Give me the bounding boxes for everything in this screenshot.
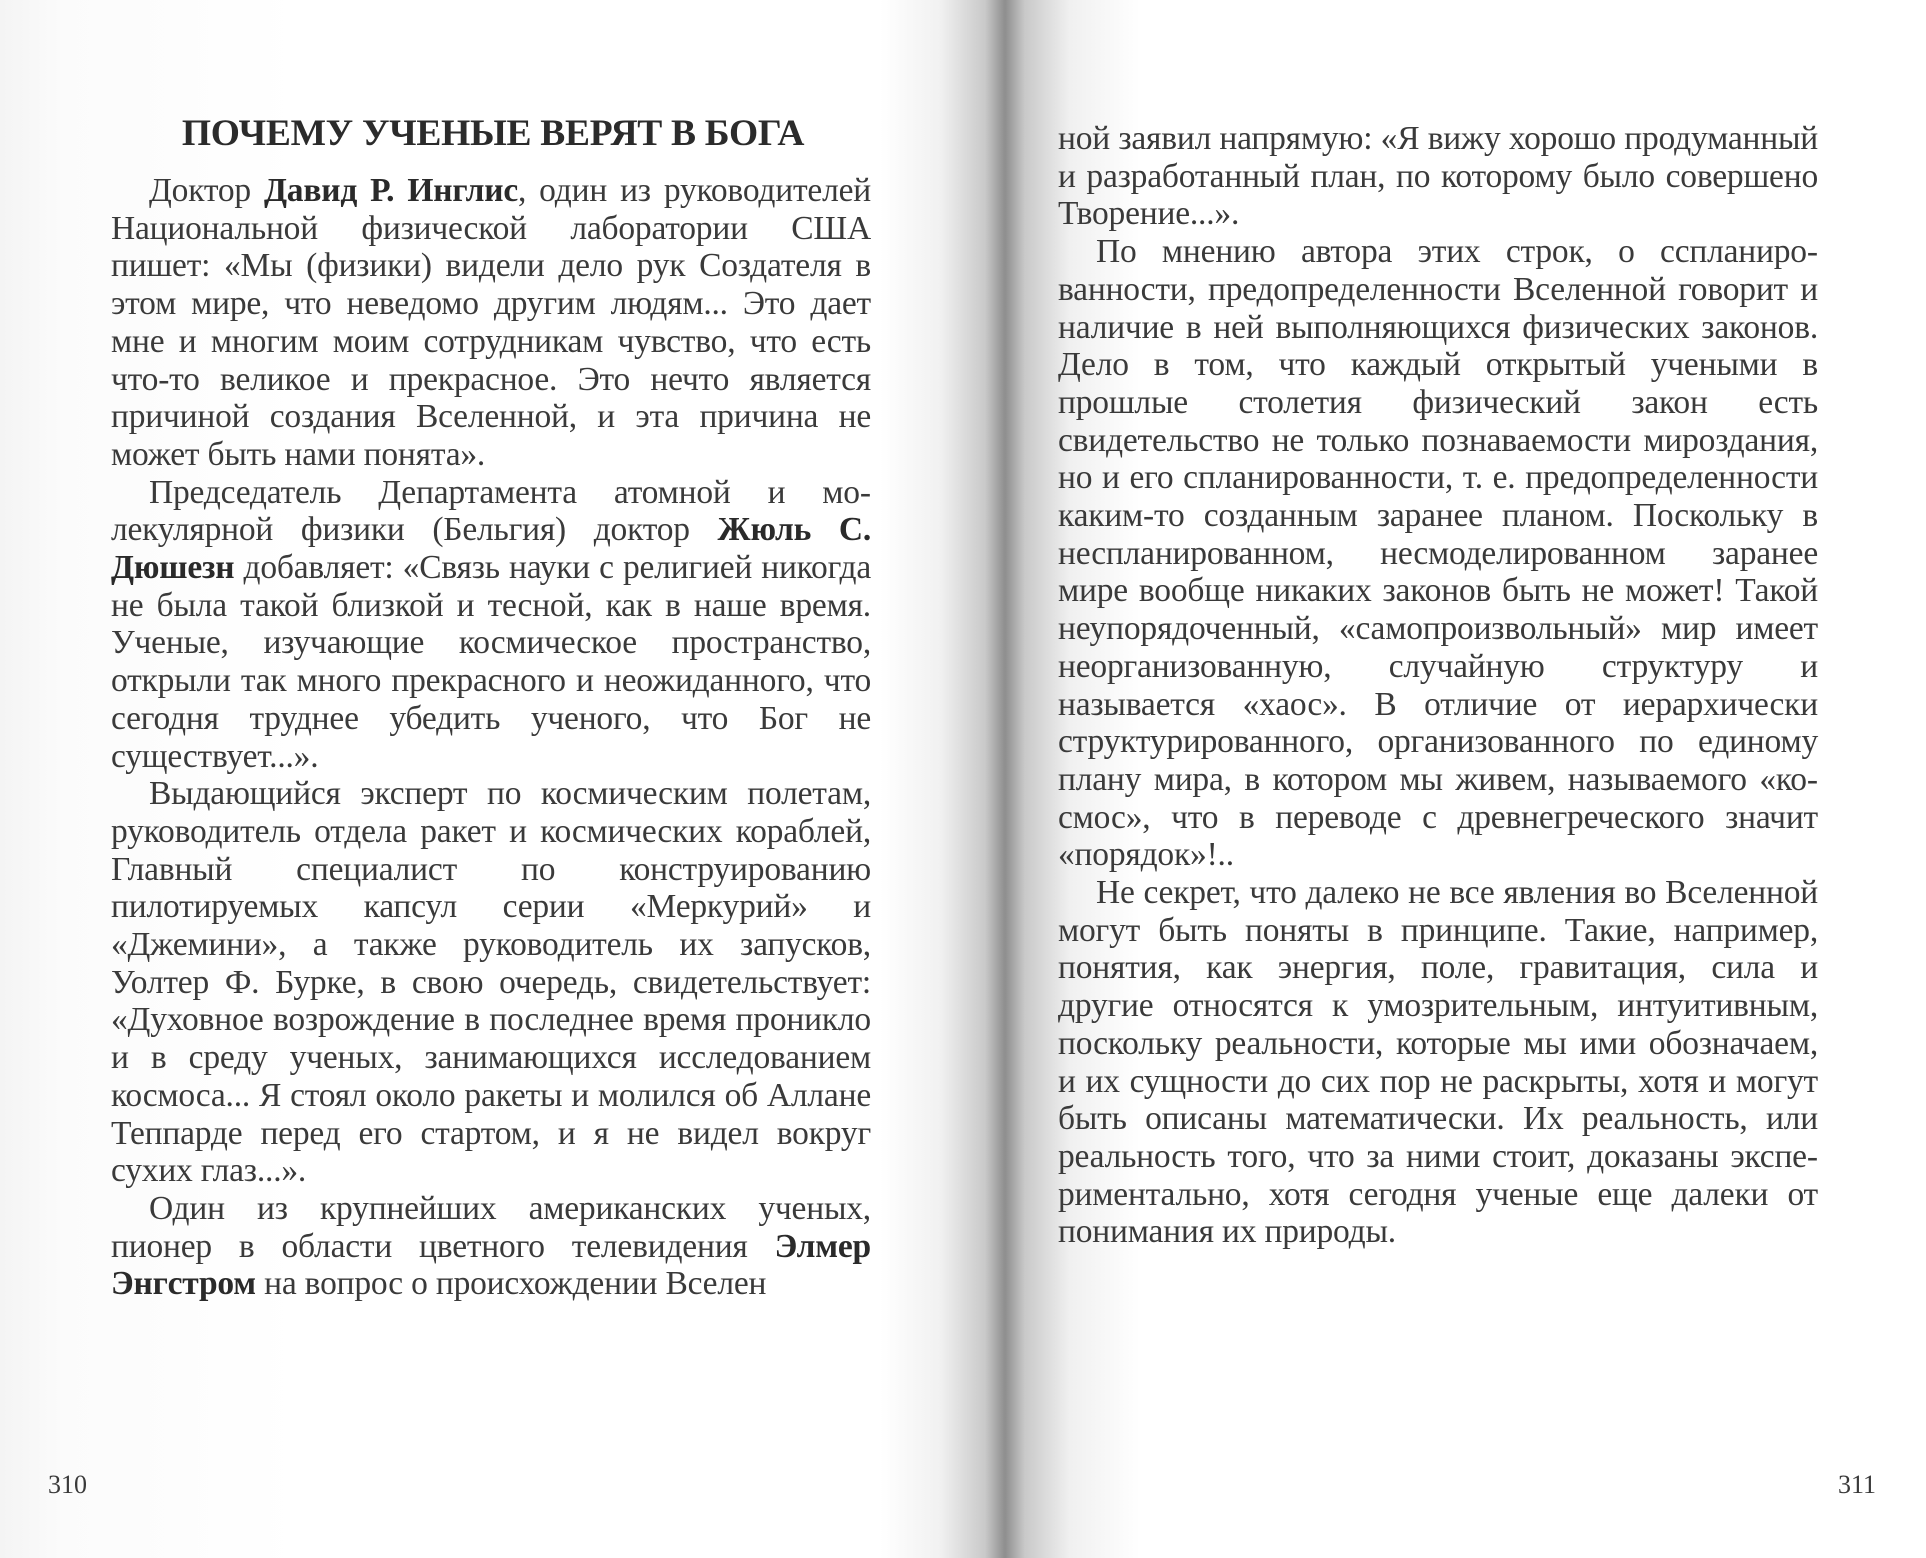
right-text-column — [1058, 120, 1818, 1251]
page-number-left: 310 — [48, 1470, 87, 1499]
paragraph-text: Председатель Департамента атомной и молекулярной физики (Бельгия) доктор — [111, 473, 871, 549]
paragraph-engstrom — [111, 1190, 871, 1303]
paragraph-burke: Выдающийся эксперт по космическим полетам, руководитель отдела ракет и космических кораблей, Главный специалист по конструированию пилотируемых капсул серии «Меркурий» и «Джемини», а также руководитель их запусков, Уолтер Ф. Бурке, в свою очередь, свидетельствует: «Духовное возрождение в последнее время проникло и в среду ученых, занимающихся исследованием космоса... Я стоял около ракеты и молился об Аллане Теппарде перед его стартом, и я не видел вокруг сухих глаз...». — [111, 775, 871, 1190]
left-page — [0, 0, 960, 1558]
paragraph-inglis — [111, 172, 871, 474]
paragraph-text: на вопрос о происхождении Вселен — [255, 1265, 767, 1303]
paragraph-text: Один из крупнейших американских ученых, пионер в области цветного телевидения — [111, 1189, 871, 1265]
paragraph-continuation: ной заявил напрямую: «Я вижу хорошо продуманный и разработанный план, по которому было совершено Творение...». — [1058, 120, 1818, 233]
left-text-column — [111, 110, 871, 1303]
person-name-engstrom: Элмер Энгстром — [111, 1227, 871, 1303]
person-name-inglis: Давид Р. Инглис — [263, 172, 518, 209]
paragraph-text: добавляет: «Связь науки с религией никогда не была такой близкой и тесной, как в наше время. Ученые, изучающие космическое пространство, открыли так много прекрасного и неожиданного, что сегодня труднее убедить ученого, что Бог не существует...». — [111, 549, 871, 775]
paragraph-duchesne — [111, 474, 871, 776]
chapter-title: ПОЧЕМУ УЧЕНЫЕ ВЕРЯТ В БОГА — [181, 113, 805, 154]
paragraph-text: , один из руководителей Национальной физической лаборатории США пишет: «Мы (физики) видели дело рук Создателя в этом мире, что неведомо другим людям... Это дает мне и многим моим сотрудникам чувство, что есть что-то великое и прекрасное. Это нечто является причиной создания Вселенной, и эта причина не может быть нами понята». — [111, 172, 872, 473]
page-number-right: 311 — [1838, 1470, 1877, 1499]
paragraph-laws: По мнению автора этих строк, о сспланированности, предопределенности Вселенной говорит и наличие в ней выполняющихся физических законов. Дело в том, что каждый открытый учеными в прошлые столетия физический закон есть свидетельство не только познаваемости мироздания, но и его спланированности, т. е. предопределенности каким-то созданным заранее планом. Поскольку в неспланированном, несмоделированном заранее мире вообще никаких законов быть не может! Такой неупорядоченный, «самопроизвольный» мир имеет неорганизованную, случайную структуру и называется «хаос». В отличие от иерархически структурированного, организованного по единому плану мира, в котором мы живем, называемого «космос», что в переводе с древнегреческого значит «порядок»!.. — [1058, 233, 1818, 874]
paragraph-phenomena: Не секрет, что далеко не все явления во Вселенной могут быть поняты в принципе. Такие, например, понятия, как энергия, поле, гравитация, сила и другие относятся к умозрительным, интуитивным, поскольку реальности, которые мы ими обозначаем, и их сущности до сих пор не раскрыты, хотя и могут быть описаны математически. Их реальность, или реальность того, что за ними стоит, доказаны экспериментально, хотя сегодня ученые еще далеки от понимания их природы. — [1058, 874, 1818, 1251]
paragraph-text: Доктор — [149, 172, 264, 209]
person-name-duchesne: Жюль С. Дюшезн — [111, 511, 871, 587]
right-page — [990, 0, 1926, 1558]
